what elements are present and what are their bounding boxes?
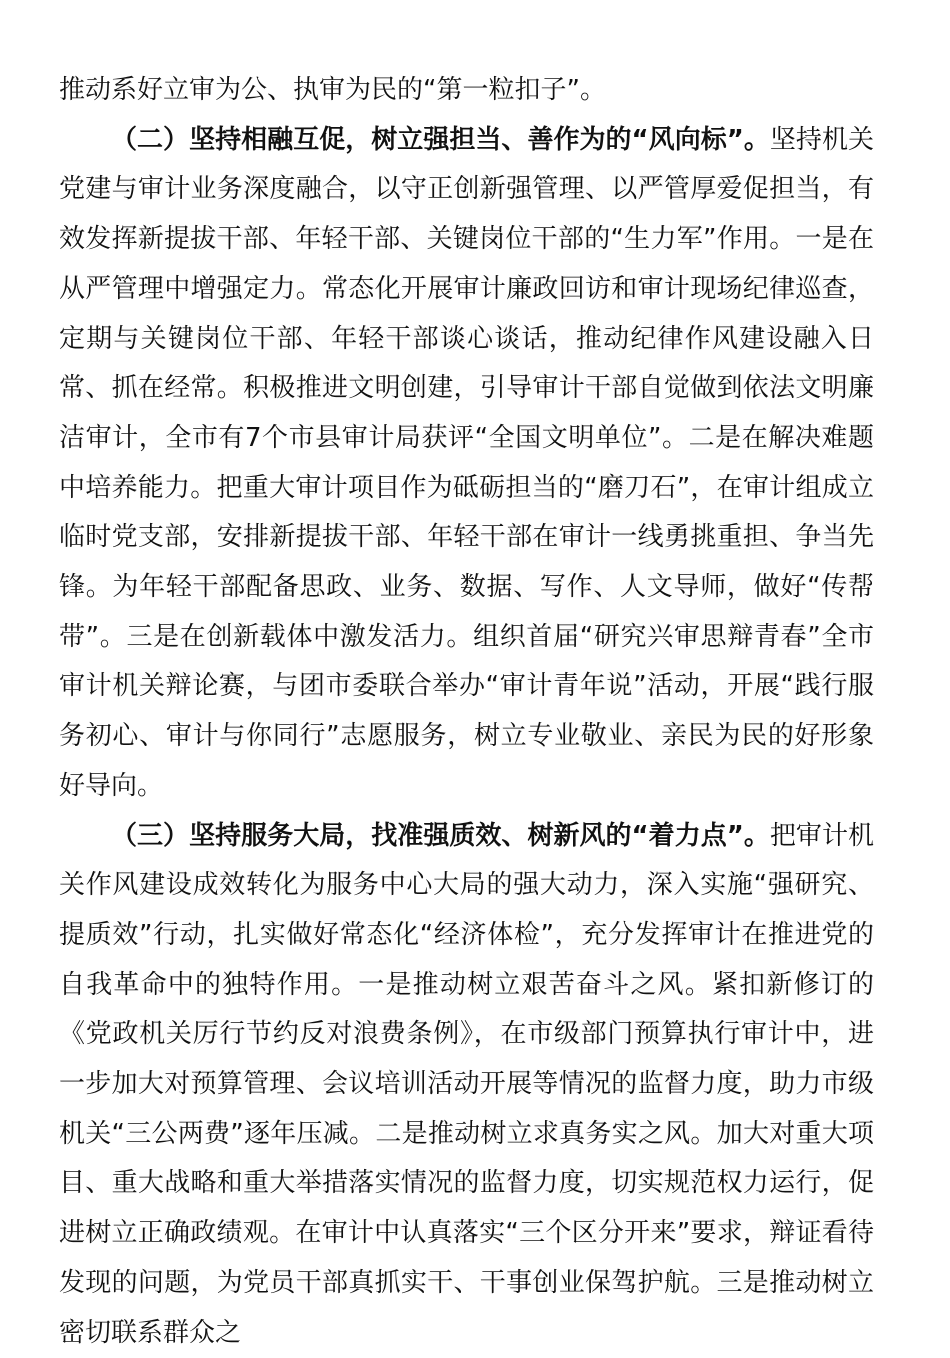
paragraph-section-3 (59, 812, 874, 1358)
paragraph-section-2 (59, 116, 874, 812)
paragraph-text: 把审计机关作风建设成效转化为服务中心大局的强大动力，深入实施“强研究、提质效”行动，扎实做好常态化“经济体检”，充分发挥审计在推进党的自我革命中的独特作用。一是推动树立艰苦奋斗之风。紧扣新修订的《党政机关厉行节约反对浪费条例》，在市级部门预算执行审计中，进一步加大对预算管理、会议培训活动开展等情况的监督力度，助力市级机关“三公两费”逐年压减。二是推动树立求真务实之风。加大对重大项目、重大战略和重大举措落实情况的监督力度，切实规范权力运行，促进树立正确政绩观。在审计中认真落实“三个区分开来”要求，辩证看待发现的问题，为党员干部真抓实干、干事创业保驾护航。三是推动树立密切联系群众之 (59, 820, 874, 1348)
paragraph-continuation (59, 66, 874, 116)
section-heading: （三）坚持服务大局，找准强质效、树新风的“着力点”。 (111, 820, 770, 851)
paragraph-text: 推动系好立审为公、执审为民的“第一粒扣子”。 (59, 75, 606, 105)
paragraph-text: 坚持机关党建与审计业务深度融合，以守正创新强管理、以严管厚爱促担当，有效发挥新提拔干部、年轻干部、关键岗位干部的“生力军”作用。一是在从严管理中增强定力。常态化开展审计廉政回访和审计现场纪律巡查，定期与关键岗位干部、年轻干部谈心谈话，推动纪律作风建设融入日常、抓在经常。积极推进文明创建，引导审计干部自觉做到依法文明廉洁审计，全市有7个市县审计局获评“全国文明单位”。二是在解决难题中培养能力。把重大审计项目作为砥砺担当的“磨刀石”，在审计组成立临时党支部，安排新提拔干部、年轻干部在审计一线勇挑重担、争当先锋。为年轻干部配备思政、业务、数据、写作、人文导师，做好“传帮带”。三是在创新载体中激发活力。组织首届“研究兴审思辩青春”全市审计机关辩论赛，与团市委联合举办“审计青年说”活动，开展“践行服务初心、审计与你同行”志愿服务，树立专业敬业、亲民为民的好形象好导向。 (59, 124, 874, 801)
section-heading: （二）坚持相融互促，树立强担当、善作为的“风向标”。 (111, 124, 770, 155)
